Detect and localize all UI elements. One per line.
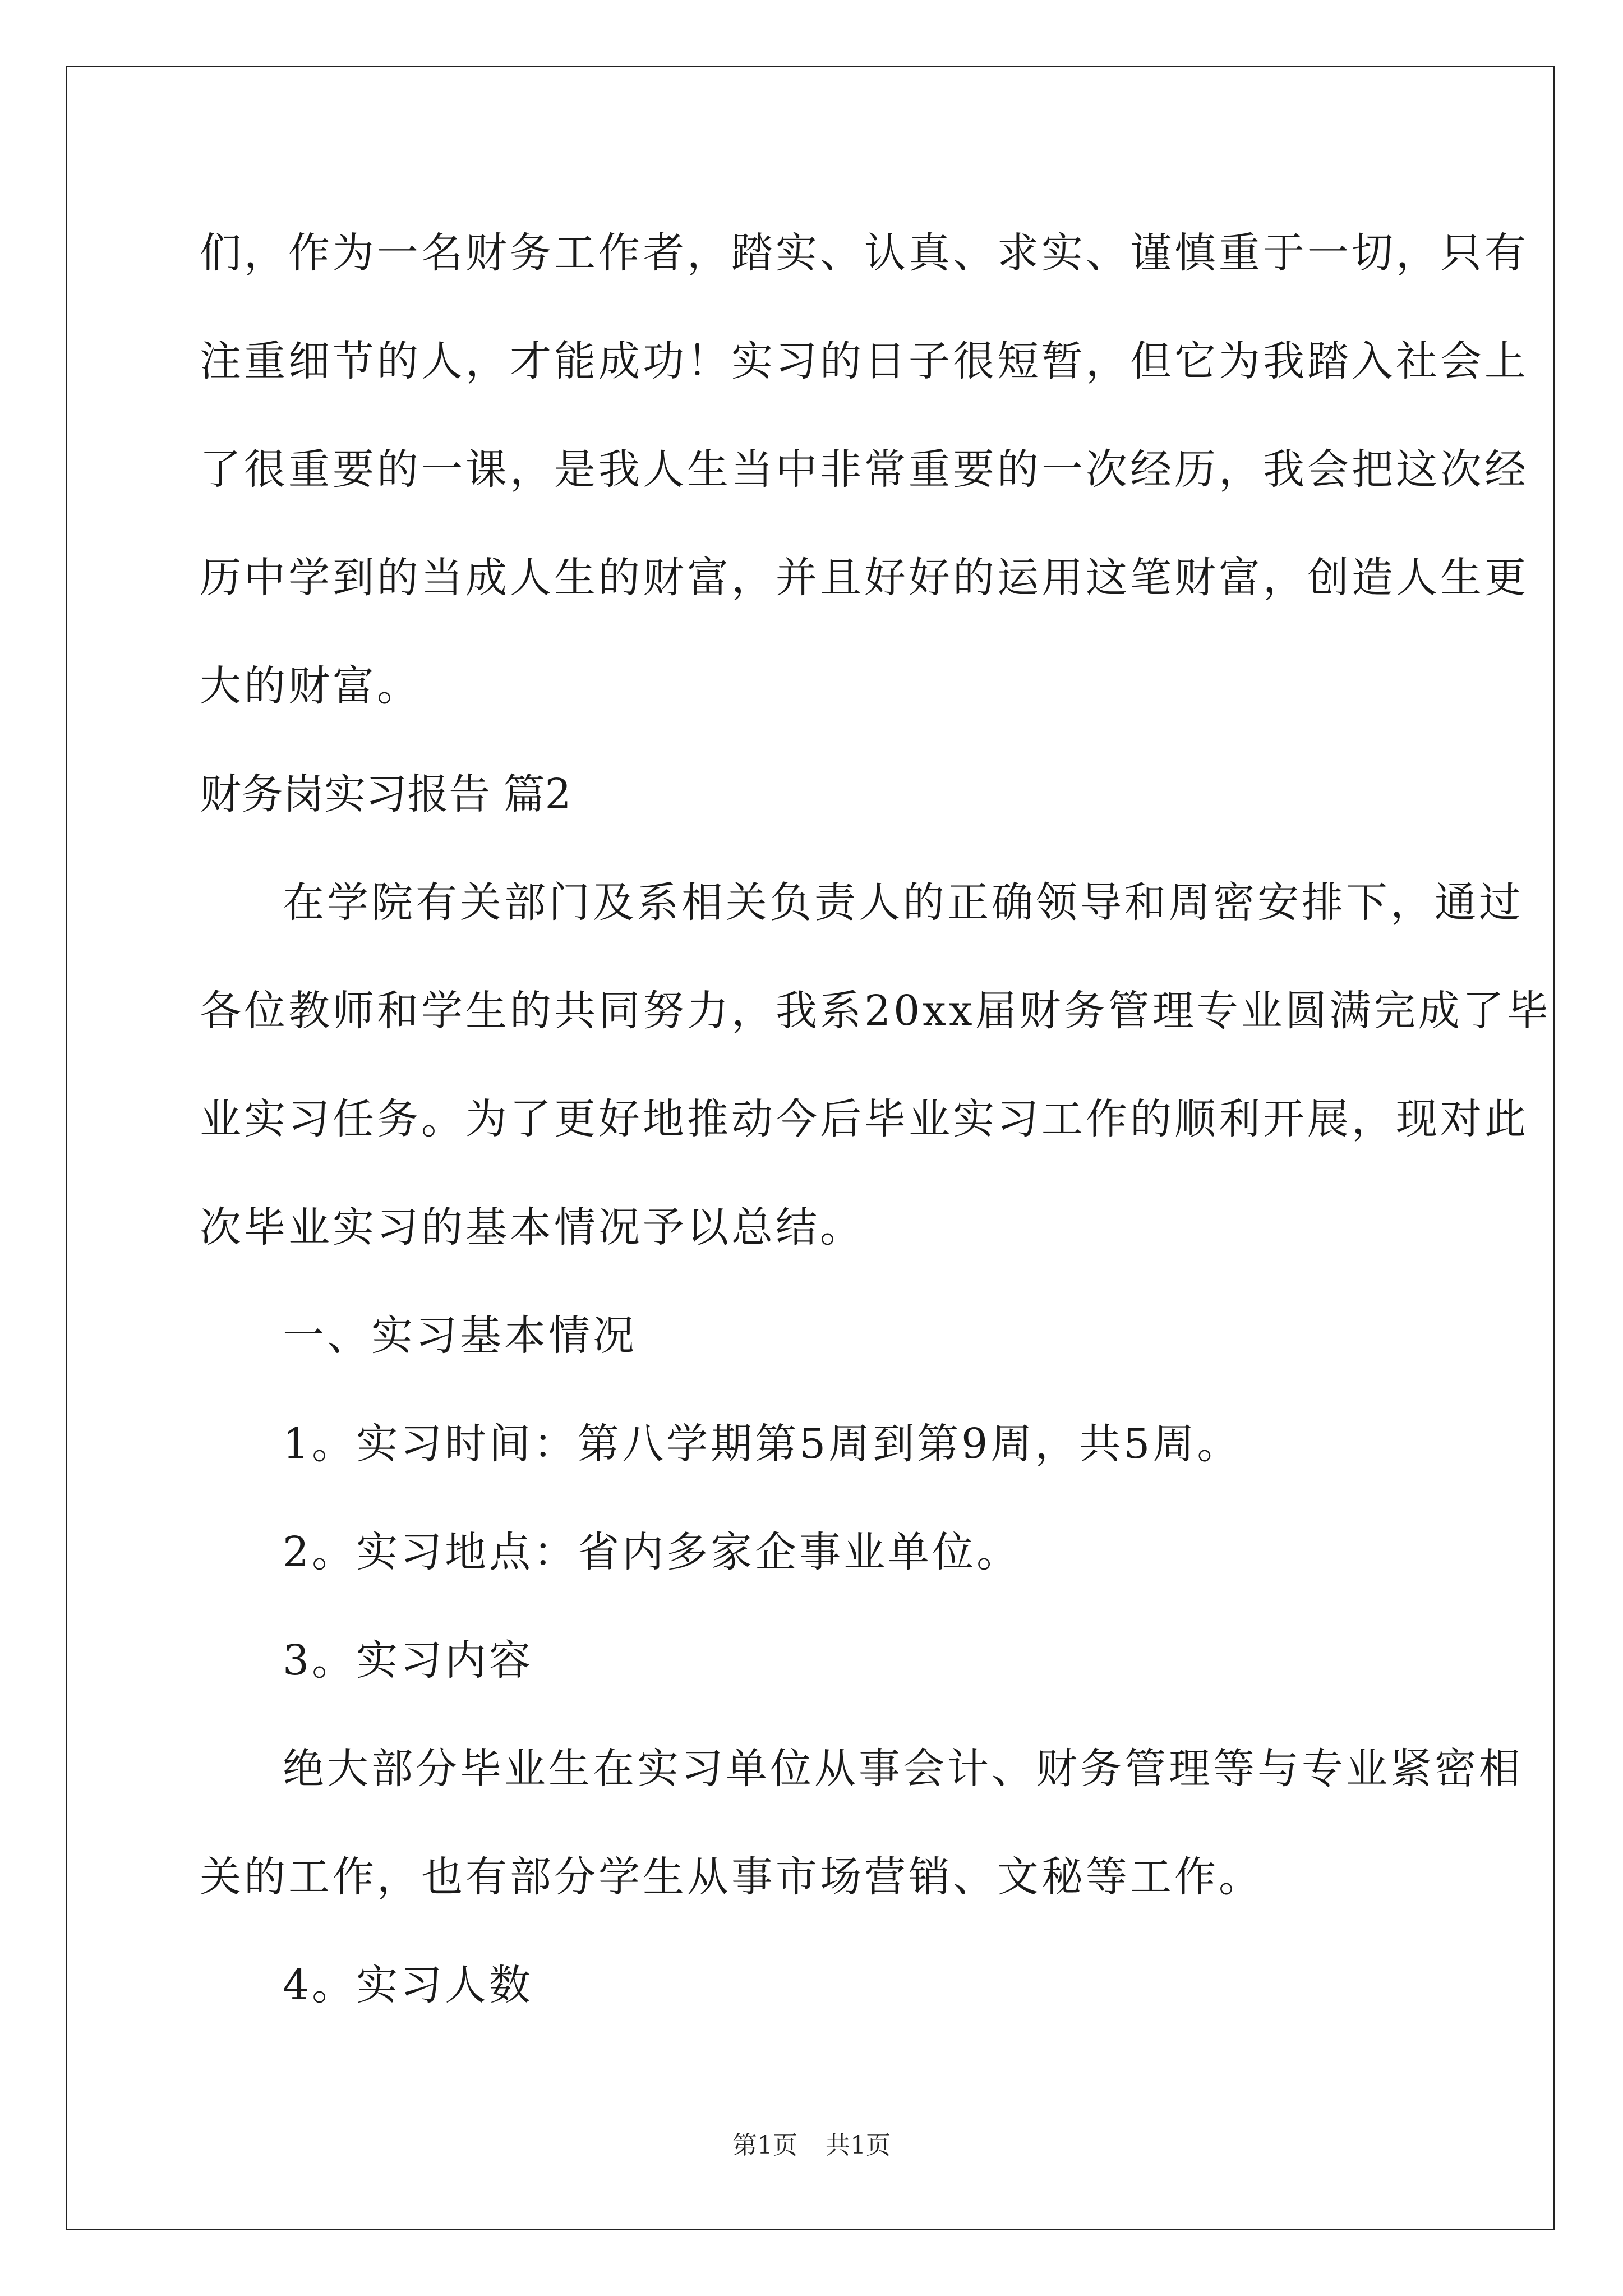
section-title: 财务岗实习报告 篇2	[200, 770, 571, 818]
page-total: 共1页	[826, 2131, 891, 2160]
paragraph-line: 各位教师和学生的共同努力，我系20xx届财务管理专业圆满完成了毕	[200, 987, 1551, 1035]
paragraph-line: 业实习任务。为了更好地推动今后毕业实习工作的顺利开展，现对此	[200, 1095, 1529, 1143]
paragraph-line: 了很重要的一课，是我人生当中非常重要的一次经历，我会把这次经	[200, 445, 1529, 494]
page-number: 第1页	[732, 2131, 797, 2160]
list-item: 3。实习内容	[283, 1636, 534, 1685]
document-body	[200, 199, 1551, 2040]
list-item: 2。实习地点：省内多家企事业单位。	[283, 1528, 1021, 1576]
paragraph-line: 在学院有关部门及系相关负责人的正确领导和周密安排下，通过	[283, 878, 1523, 927]
paragraph-line: 大的财富。	[200, 662, 421, 710]
list-item: 4。实习人数	[283, 1961, 534, 2009]
paragraph-line: 注重细节的人，才能成功！实习的日子很短暂，但它为我踏入社会上	[200, 337, 1529, 385]
paragraph-line: 们，作为一名财务工作者，踏实、认真、求实、谨慎重于一切，只有	[200, 229, 1529, 277]
paragraph-line: 历中学到的当成人生的财富，并且好好的运用这笔财富，创造人生更	[200, 554, 1529, 602]
paragraph-line: 次毕业实习的基本情况予以总结。	[200, 1203, 864, 1251]
page-footer	[0, 2129, 1623, 2162]
paragraph-line: 绝大部分毕业生在实习单位从事会计、财务管理等与专业紧密相	[283, 1745, 1523, 1793]
subheading: 一、实习基本情况	[283, 1312, 637, 1360]
paragraph-line: 关的工作，也有部分学生从事市场营销、文秘等工作。	[200, 1853, 1263, 1901]
list-item: 1。实习时间：第八学期第5周到第9周，共5周。	[283, 1420, 1242, 1468]
